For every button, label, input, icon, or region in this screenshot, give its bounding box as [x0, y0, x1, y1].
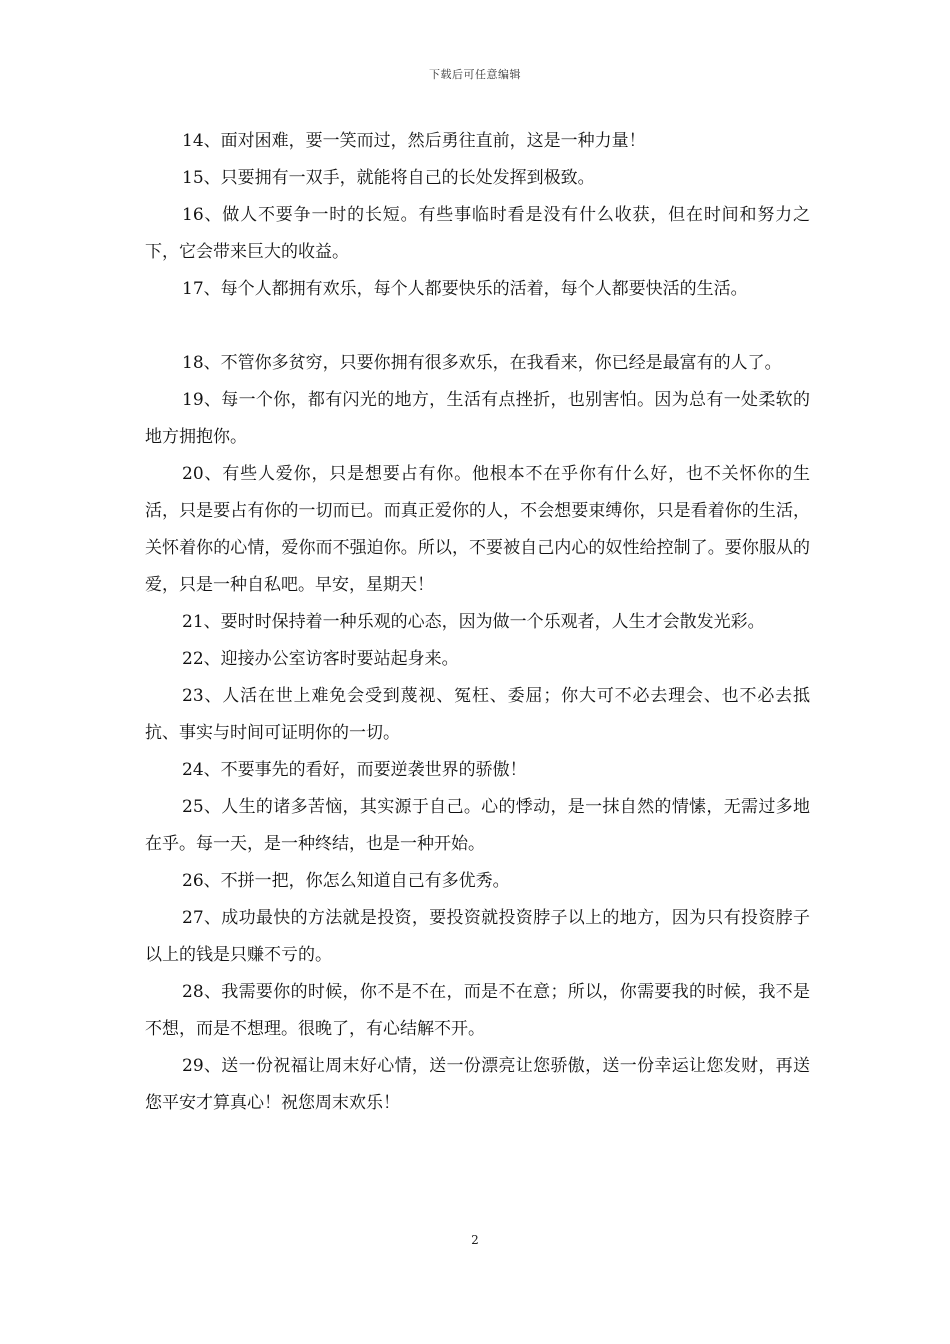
page-header: 下载后可任意编辑: [429, 68, 521, 81]
paragraph-18: 18、不管你多贫穷，只要你拥有很多欢乐，在我看来，你已经是最富有的人了。: [182, 353, 782, 373]
paragraph-17: 17、每个人都拥有欢乐，每个人都要快乐的活着，每个人都要快活的生活。: [182, 279, 748, 299]
paragraph-25: 25、人生的诸多苦恼，其实源于自己。心的悸动，是一抹自然的情愫，无需过多地在乎。每一天，是一种终结，也是一种开始。: [145, 797, 810, 854]
paragraph-14: 14、面对困难，要一笑而过，然后勇往直前，这是一种力量！: [182, 131, 646, 151]
paragraph-19: 19、每一个你，都有闪光的地方，生活有点挫折，也别害怕。因为总有一处柔软的地方拥抱你。: [145, 390, 810, 447]
paragraph-16: 16、做人不要争一时的长短。有些事临时看是没有什么收获，但在时间和努力之下，它会带来巨大的收益。: [145, 205, 810, 262]
paragraph-15: 15、只要拥有一双手，就能将自己的长处发挥到极致。: [182, 168, 595, 188]
document-body: [145, 123, 810, 1122]
paragraph-29: 29、送一份祝福让周末好心情，送一份漂亮让您骄傲，送一份幸运让您发财，再送您平安才算真心！祝您周末欢乐！: [145, 1056, 810, 1113]
page-number: 2: [471, 1233, 479, 1247]
paragraph-26: 26、不拼一把，你怎么知道自己有多优秀。: [182, 871, 510, 891]
paragraph-20: 20、有些人爱你，只是想要占有你。他根本不在乎你有什么好，也不关怀你的生活，只是要占有你的一切而已。而真正爱你的人，不会想要束缚你，只是看着你的生活，关怀着你的心情，爱你而不强迫你。所以，不要被自己内心的奴性给控制了。要你服从的爱，只是一种自私吧。早安，星期天！: [145, 464, 810, 595]
paragraph-22: 22、迎接办公室访客时要站起身来。: [182, 649, 459, 669]
paragraph-28: 28、我需要你的时候，你不是不在，而是不在意；所以，你需要我的时候，我不是不想，而是不想理。很晚了，有心结解不开。: [145, 982, 810, 1039]
paragraph-23: 23、人活在世上难免会受到蔑视、冤枉、委屈；你大可不必去理会、也不必去抵抗、事实与时间可证明你的一切。: [145, 686, 810, 743]
paragraph-27: 27、成功最快的方法就是投资，要投资就投资脖子以上的地方，因为只有投资脖子以上的钱是只赚不亏的。: [145, 908, 810, 965]
paragraph-24: 24、不要事先的看好，而要逆袭世界的骄傲！: [182, 760, 527, 780]
paragraph-21: 21、要时时保持着一种乐观的心态，因为做一个乐观者，人生才会散发光彩。: [182, 612, 765, 632]
